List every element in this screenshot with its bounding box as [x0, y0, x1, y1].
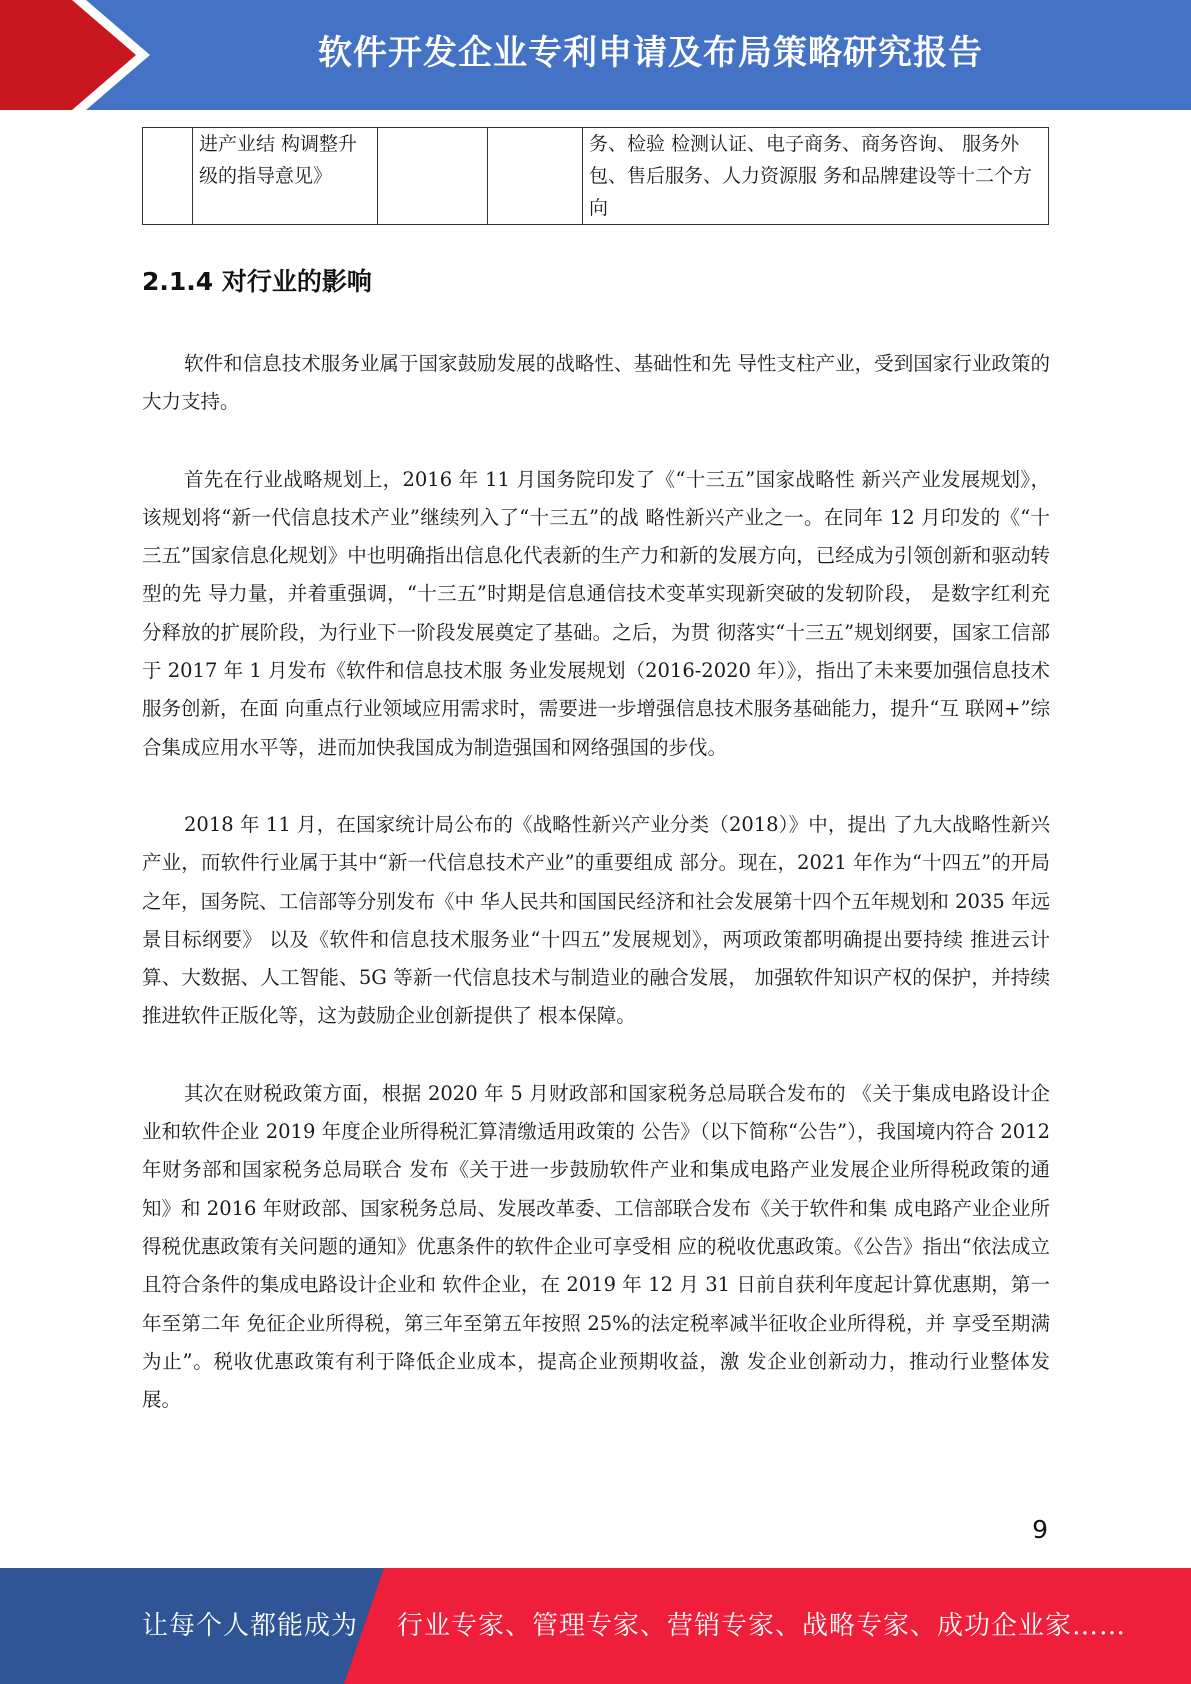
table-cell: 进产业结 构调整升级的指导意见》	[193, 128, 378, 225]
policy-table	[142, 127, 1049, 225]
table-cell: 务、检验 检测认证、电子商务、商务咨询、 服务外包、售后服务、人力资源服 务和品牌建设等十二个方向	[583, 128, 1049, 225]
paragraph: 2018 年 11 月，在国家统计局公布的《战略性新兴产业分类（2018）》中，提出 了九大战略性新兴产业，而软件行业属于其中“新一代信息技术产业”的重要组成 部分。现在，2021 年作为“十四五”的开局之年，国务院、工信部等分别发布《中 华人民共和国国民经济和社会发展第十四个五年规划和 2035 年远景目标纲要》 以及《软件和信息技术服务业“十四五”发展规划》，两项政策都明确提出要持续 推进云计算、大数据、人工智能、5G 等新一代信息技术与制造业的融合发展， 加强软件知识产权的保护，并持续推进软件正版化等，这为鼓励企业创新提供了 根本保障。	[142, 812, 1050, 1028]
body-content	[142, 345, 1050, 1458]
paragraph: 其次在财税政策方面，根据 2020 年 5 月财政部和国家税务总局联合发布的 《关于集成电路设计企业和软件企业 2019 年度企业所得税汇算清缴适用政策的 公告》（以下简称“公告”），我国境内符合 2012 年财务部和国家税务总局联合 发布《关于进一步鼓励软件产业和集成电路产业发展企业所得税政策的通知》和 2016 年财政部、国家税务总局、发展改革委、工信部联合发布《关于软件和集 成电路产业企业所得税优惠政策有关问题的通知》优惠条件的软件企业可享受相 应的税收优惠政策。《公告》指出“依法成立且符合条件的集成电路设计企业和 软件企业，在 2019 年 12 月 31 日前自获利年度起计算优惠期，第一年至第二年 免征企业所得税，第三年至第五年按照 25%的法定税率减半征收企业所得税，并 享受至期满为止”。税收优惠政策有利于降低企业成本，提高企业预期收益，激 发企业创新动力，推动行业整体发展。	[142, 1081, 1050, 1412]
header-banner	[0, 0, 1191, 110]
header-chevron-decoration	[0, 0, 150, 110]
table-cell	[378, 128, 488, 225]
footer-slogan-left: 让每个人都能成为	[142, 1611, 359, 1641]
table-row	[143, 128, 1049, 225]
report-title: 软件开发企业专利申请及布局策略研究报告	[318, 33, 983, 73]
footer-slogan-right: 行业专家、管理专家、营销专家、战略专家、成功企业家……	[397, 1611, 1127, 1641]
section-heading: 2.1.4 对行业的影响	[142, 267, 372, 296]
table-cell	[143, 128, 193, 225]
paragraph: 首先在行业战略规划上，2016 年 11 月国务院印发了《“十三五”国家战略性 新兴产业发展规划》，该规划将“新一代信息技术产业”继续列入了“十三五”的战 略性新兴产业之一。在同年 12 月印发的《“十三五”国家信息化规划》中也明确指出信息化代表新的生产力和新的发展方向，已经成为引领创新和驱动转型的先 导力量，并着重强调，“十三五”时期是信息通信技术变革实现新突破的发轫阶段， 是数字红利充分释放的扩展阶段，为行业下一阶段发展奠定了基础。之后，为贯 彻落实“十三五”规划纲要，国家工信部于 2017 年 1 月发布《软件和信息技术服 务业发展规划（2016-2020 年）》，指出了未来要加强信息技术服务创新，在面 向重点行业领域应用需求时，需要进一步增强信息技术服务基础能力，提升“互 联网+”综合集成应用水平等，进而加快我国成为制造强国和网络强国的步伐。	[142, 467, 1050, 759]
table-cell	[488, 128, 583, 225]
page-number: 9	[1032, 1515, 1048, 1544]
paragraph: 软件和信息技术服务业属于国家鼓励发展的战略性、基础性和先 导性支柱产业，受到国家行业政策的大力支持。	[142, 352, 1050, 414]
footer-banner	[0, 1568, 1191, 1684]
